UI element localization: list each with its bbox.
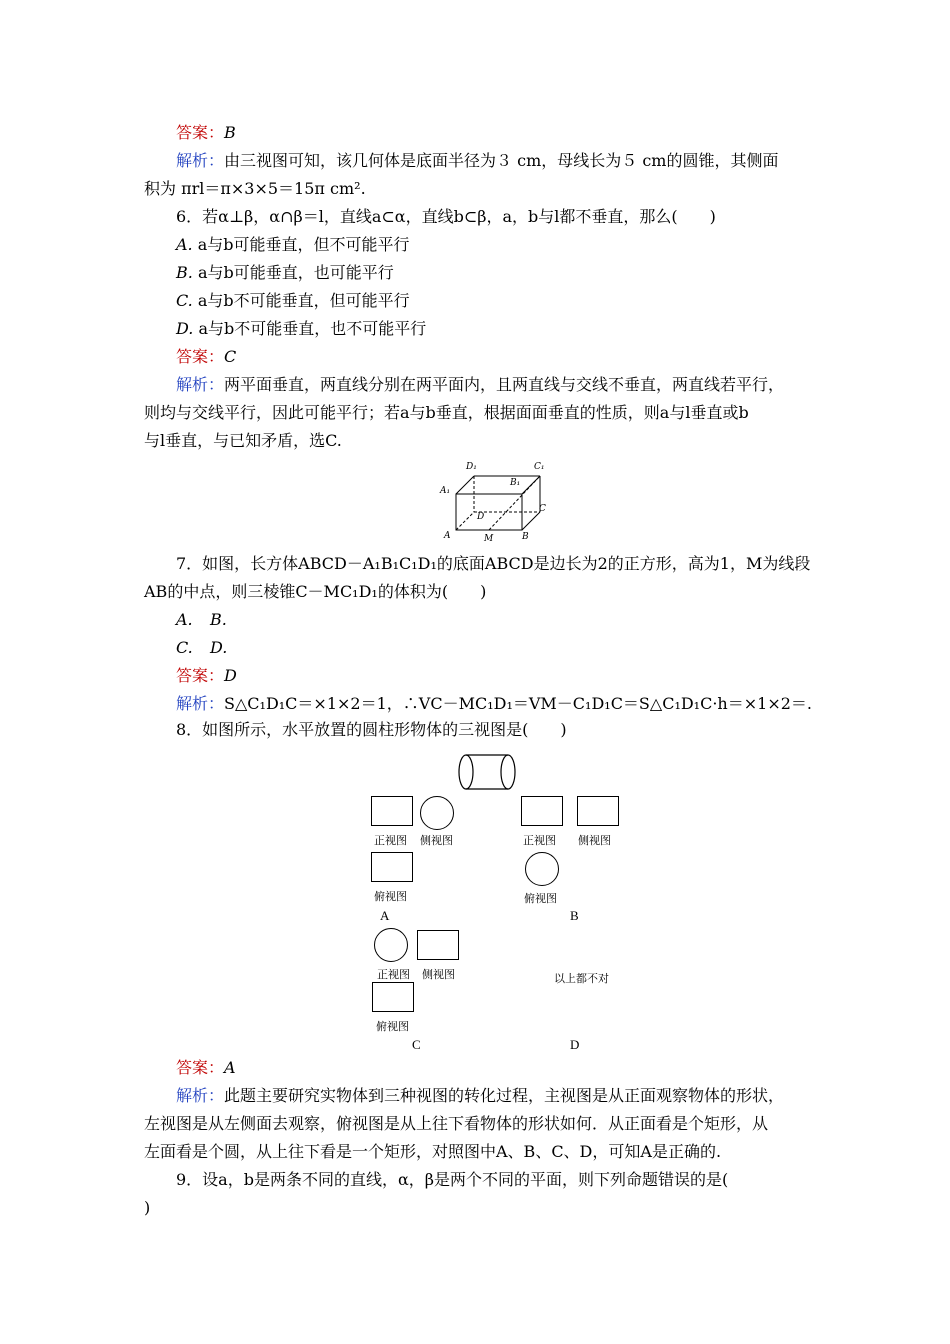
explain-label: 解析： [176, 151, 225, 170]
b-front-rect [521, 796, 563, 826]
explain-label: 解析： [176, 694, 225, 713]
q9-stem-line2: ) [144, 1198, 151, 1217]
label-m: M [484, 534, 494, 544]
cylinder-left-end [459, 755, 473, 789]
label-c: C [539, 504, 546, 514]
label-a1: A₁ [440, 486, 451, 496]
a-side-label: 侧视图 [420, 834, 453, 847]
q6-option-c [176, 291, 410, 311]
q5-answer [176, 123, 236, 143]
answer-value: D [224, 666, 237, 685]
q9-stem-line1: 9．设a，b是两条不同的直线，α，β是两个不同的平面，则下列命题错误的是( [176, 1170, 729, 1189]
c-top-label: 俯视图 [376, 1020, 409, 1033]
q8-stem: 8．如图所示，水平放置的圆柱形物体的三视图是( ) [176, 720, 567, 739]
q6-explain-line1 [176, 375, 784, 395]
q7-option-c: C. [176, 638, 193, 657]
explain-text: 此题主要研究实物体到三种视图的转化过程，主视图是从正面观察物体的形状， [224, 1086, 785, 1105]
q6-answer [176, 347, 236, 367]
answer-value: C [224, 347, 237, 366]
choice-b-letter: B [570, 908, 579, 923]
q6-option-b [176, 263, 394, 283]
a-top-rect [371, 852, 413, 882]
q6-stem: 6．若α⊥β，α∩β＝l，直线a⊂α，直线b⊂β，a，b与l都不垂直，那么( ) [176, 207, 716, 226]
c-side-label: 侧视图 [422, 968, 455, 981]
option-text: a与b不可能垂直，也不可能平行 [198, 319, 427, 338]
option-text: a与b不可能垂直，但可能平行 [197, 291, 410, 310]
q6-option-d [176, 319, 426, 339]
b-side-label: 侧视图 [578, 834, 611, 847]
explain-text: 两平面垂直，两直线分别在两平面内，且两直线与交线不垂直，两直线若平行， [224, 375, 785, 394]
option-text: a与b可能垂直，但不可能平行 [197, 235, 410, 254]
edge-a1d1 [456, 476, 474, 494]
option-text: a与b可能垂直，也可能平行 [197, 263, 394, 282]
q6-option-a [176, 235, 410, 255]
explain-label: 解析： [176, 1086, 225, 1105]
b-side-rect [577, 796, 619, 826]
explain-text: 由三视图可知，该几何体是底面半径为３ cm，母线长为５ cm的圆锥，其侧面 [224, 151, 779, 170]
c-front-circle [374, 928, 408, 962]
q8-answer [176, 1058, 236, 1078]
b-top-label: 俯视图 [524, 892, 557, 905]
d-none-correct: 以上都不对 [554, 972, 609, 985]
q7-option-d: D. [210, 638, 228, 657]
q7-option-b: B. [210, 610, 227, 629]
q8-explain-line3: 左面看是个圆，从上往下看是一个矩形，对照图中A、B、C、D，可知A是正确的. [144, 1142, 722, 1161]
q6-explain-line3: 与l垂直，与已知矛盾，选C. [144, 431, 342, 450]
answer-label: 答案： [176, 666, 225, 685]
c-front-label: 正视图 [377, 968, 410, 981]
cylinder-right-end [501, 755, 515, 789]
q5-explain-line2: 积为 πrl＝π×3×5＝15π cm². [144, 179, 366, 198]
explain-label: 解析： [176, 375, 225, 394]
edge-ad [456, 512, 474, 530]
b-front-label: 正视图 [523, 834, 556, 847]
q8-explain-line1 [176, 1086, 784, 1106]
label-d: D [477, 512, 485, 522]
option-letter: A. [176, 235, 193, 254]
a-side-circle [420, 796, 454, 830]
c-side-rect [417, 930, 459, 960]
a-front-label: 正视图 [374, 834, 407, 847]
q7-stem-line2: AB的中点，则三棱锥C－MC₁D₁的体积为( ) [144, 582, 487, 601]
option-letter: D. [176, 319, 194, 338]
label-c1: C₁ [534, 462, 545, 472]
option-letter: C. [176, 291, 193, 310]
q7-stem-line1: 7．如图，长方体ABCD－A₁B₁C₁D₁的底面ABCD是边长为2的正方形，高为1，M为线段 [176, 554, 811, 573]
b-top-circle [525, 852, 559, 886]
cuboid-figure [436, 460, 556, 546]
answer-value: A [224, 1058, 236, 1077]
edge-bc [522, 512, 540, 530]
option-letter: B. [176, 263, 193, 282]
cylinder-figure [456, 750, 520, 794]
cuboid-drawing [436, 460, 556, 546]
choice-c-letter: C [412, 1037, 421, 1052]
label-a: A [444, 531, 451, 541]
a-front-rect [371, 796, 413, 826]
choice-d-letter: D [570, 1037, 580, 1052]
answer-value: B [224, 123, 236, 142]
cylinder-drawing [456, 750, 520, 794]
q6-explain-line2: 则均与交线平行，因此可能平行；若a与b垂直，根据面面垂直的性质，则a与l垂直或b [144, 403, 749, 422]
q7-answer [176, 666, 237, 686]
q7-explain [176, 694, 812, 714]
a-top-label: 俯视图 [374, 890, 407, 903]
explain-text: S△C₁D₁C＝×1×2＝1，∴VC－MC₁D₁＝VM－C₁D₁C＝S△C₁D₁C·h＝×1×2＝. [224, 694, 812, 713]
q5-explain-line1 [176, 151, 778, 171]
answer-label: 答案： [176, 123, 225, 142]
c-top-rect [372, 982, 414, 1012]
answer-label: 答案： [176, 347, 225, 366]
choice-a-letter: A [380, 908, 390, 923]
q7-option-a: A. [176, 610, 193, 629]
label-b1: B₁ [510, 478, 521, 488]
label-d1: D₁ [466, 462, 477, 472]
label-b: B [522, 532, 529, 542]
answer-label: 答案： [176, 1058, 225, 1077]
q8-explain-line2: 左视图是从左侧面去观察，俯视图是从上往下看物体的形状如何．从正面看是个矩形，从 [144, 1114, 769, 1133]
